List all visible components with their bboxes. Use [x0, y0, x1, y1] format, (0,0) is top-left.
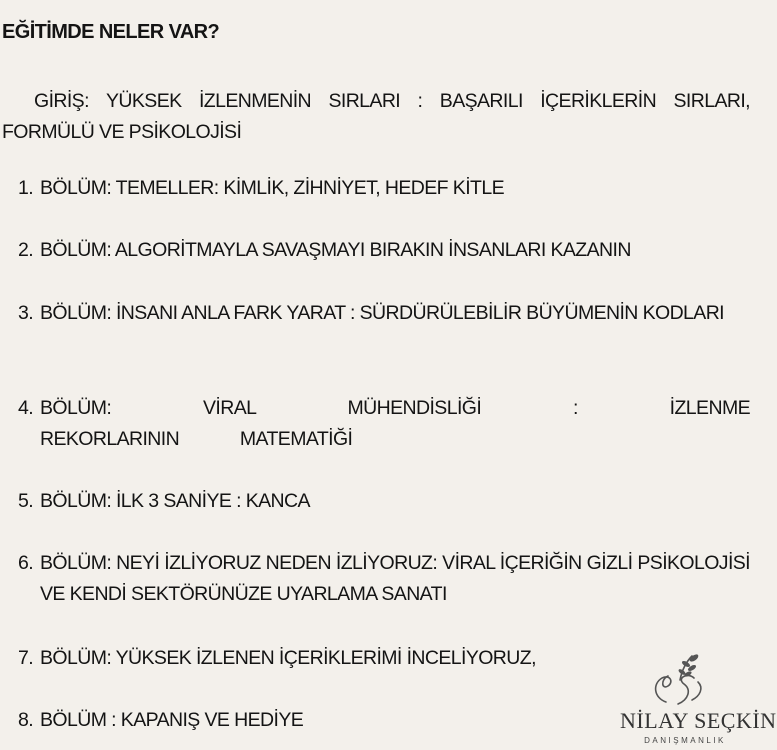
list-item-number: 4. — [18, 397, 34, 419]
list-item-number: 5. — [18, 490, 34, 512]
list-item — [18, 298, 750, 329]
list-item-text: BÖLÜM: VİRAL MÜHENDİSLİĞİ : İZLENME REKORLARININ MATEMATİĞİ — [40, 397, 750, 450]
list-item-number: 3. — [18, 302, 34, 324]
list-item — [18, 173, 750, 204]
list-item-text: BÖLÜM: YÜKSEK İZLENEN İÇERİKLERİMİ İNCELİYORUZ, — [40, 647, 536, 669]
list-item-number: 6. — [18, 552, 34, 574]
list-item — [18, 548, 750, 610]
list-item — [18, 393, 750, 455]
list-item-text: BÖLÜM: TEMELLER: KİMLİK, ZİHNİYET, HEDEF KİTLE — [40, 177, 504, 199]
list-item-number: 8. — [18, 709, 34, 731]
page-title: EĞİTİMDE NELER VAR? — [2, 21, 220, 43]
logo-brand-name: NİLAY SEÇKİN — [620, 708, 777, 733]
brand-logo — [612, 650, 777, 750]
list-item-text: BÖLÜM: ALGORİTMAYLA SAVAŞMAYI BIRAKIN İNSANLARI KAZANIN — [40, 239, 631, 261]
list-item-text: BÖLÜM : KAPANIŞ VE HEDİYE — [40, 709, 304, 731]
list-item-text: BÖLÜM: İLK 3 SANİYE : KANCA — [40, 490, 310, 512]
list-item-text: BÖLÜM: İNSANI ANLA FARK YARAT : SÜRDÜRÜLEBİLİR BÜYÜMENİN KODLARI — [40, 302, 725, 324]
logo-subtitle: DANIŞMANLIK — [644, 736, 726, 745]
list-item — [18, 235, 750, 266]
list-item — [18, 486, 750, 517]
list-item-text: BÖLÜM: NEYİ İZLİYORUZ NEDEN İZLİYORUZ: VİRAL İÇERİĞİN GİZLİ PSİKOLOJİSİ VE KENDİ SEKTÖRÜNÜZE UYARLAMA SANATI — [40, 552, 750, 605]
intro-paragraph: GİRİŞ: YÜKSEK İZLENMENİN SIRLARI : BAŞARILI İÇERİKLERİN SIRLARI, FORMÜLÜ VE PSİKOLOJİSİ — [2, 90, 750, 143]
list-item-number: 2. — [18, 239, 34, 261]
monogram-leaf-icon — [648, 650, 714, 708]
list-item-number: 1. — [18, 177, 34, 199]
list-item-number: 7. — [18, 647, 34, 669]
